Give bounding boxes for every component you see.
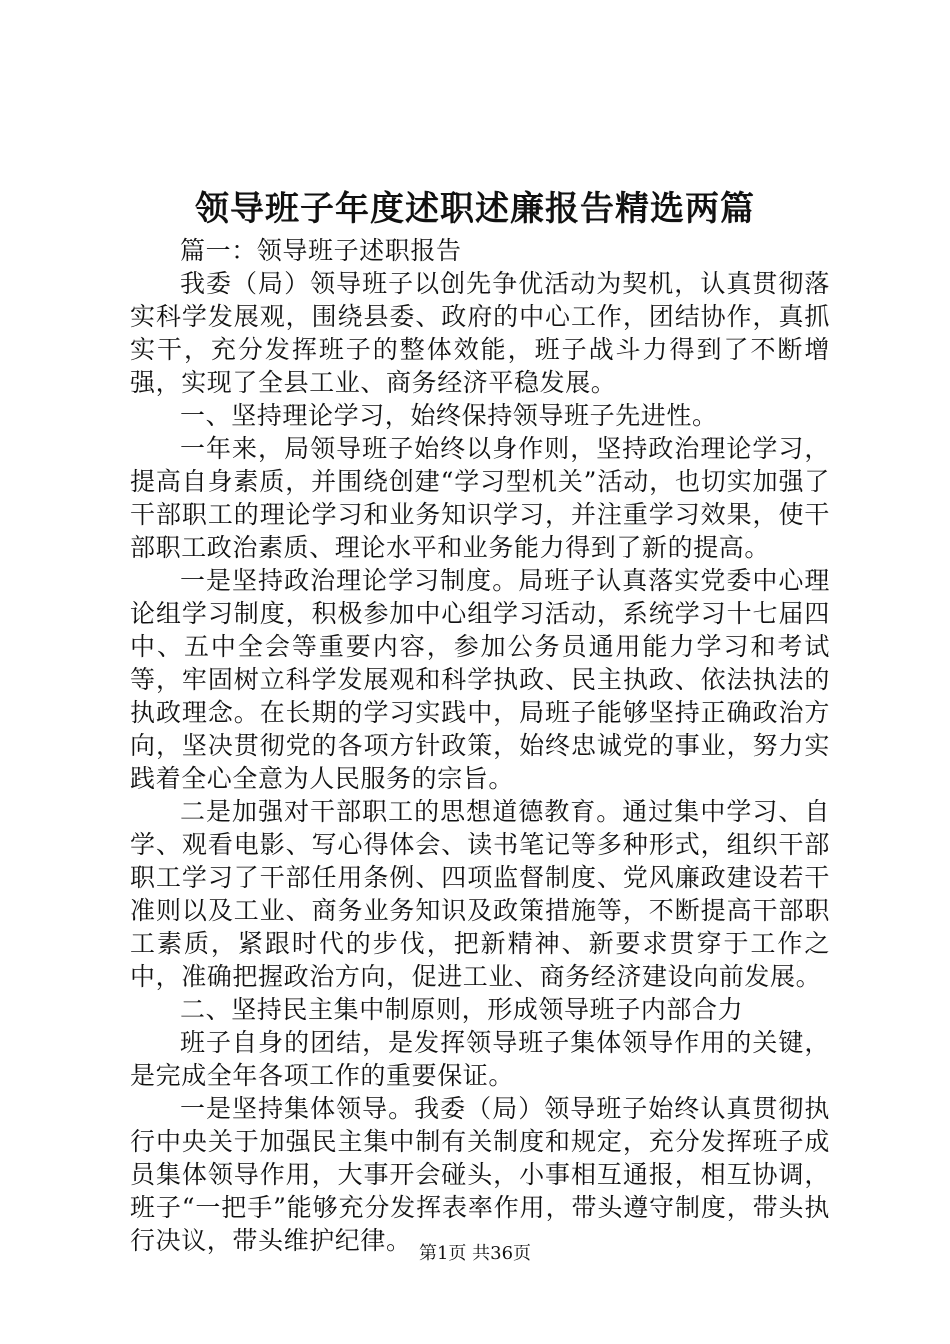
document-body (130, 234, 830, 1257)
body-paragraph: 我委（局）领导班子以创先争优活动为契机，认真贯彻落实科学发展观，围绕县委、政府的中心工作，团结协作，真抓实干，充分发挥班子的整体效能，班子战斗力得到了不断增强，实现了全县工业、商务经济平稳发展。 (130, 269, 830, 397)
document-title: 领导班子年度述职述廉报告精选两篇 (195, 189, 755, 229)
section-heading: 二、坚持民主集中制原则，形成领导班子内部合力 (180, 995, 744, 1024)
body-paragraph: 一是坚持集体领导。我委（局）领导班子始终认真贯彻执行中央关于加强民主集中制有关制度和规定，充分发挥班子成员集体领导作用，大事开会碰头，小事相互通报，相互协调，班子“一把手”能够充分发挥表率作用，带头遵守制度，带头执行决议，带头维护纪律。 (130, 1094, 830, 1255)
section-heading: 一、坚持理论学习，始终保持领导班子先进性。 (180, 401, 718, 430)
body-paragraph: 二是加强对干部职工的思想道德教育。通过集中学习、自学、观看电影、写心得体会、读书笔记等多种形式，组织干部职工学习了干部任用条例、四项监督制度、党风廉政建设若干准则以及工业、商务业务知识及政策措施等，不断提高干部职工素质，紧跟时代的步伐，把新精神、新要求贯穿于工作之中，准确把握政治方向，促进工业、商务经济建设向前发展。 (130, 797, 830, 991)
body-paragraph: 一是坚持政治理论学习制度。局班子认真落实党委中心理论组学习制度，积极参加中心组学习活动，系统学习十七届四中、五中全会等重要内容，参加公务员通用能力学习和考试等，牢固树立科学发展观和科学执政、民主执政、依法执法的执政理念。在长期的学习实践中，局班子能够坚持正确政治方向，坚决贯彻党的各项方针政策，始终忠诚党的事业，努力实践着全心全意为人民服务的宗旨。 (130, 566, 830, 793)
body-paragraph: 一年来，局领导班子始终以身作则，坚持政治理论学习，提高自身素质，并围绕创建“学习型机关”活动，也切实加强了干部职工的理论学习和业务知识学习，并注重学习效果，使干部职工政治素质、理论水平和业务能力得到了新的提高。 (130, 434, 830, 562)
section-heading: 篇一：领导班子述职报告 (180, 236, 462, 265)
body-paragraph: 班子自身的团结，是发挥领导班子集体领导作用的关键，是完成全年各项工作的重要保证。 (130, 1028, 830, 1090)
page-number-footer: 第1页 共36页 (418, 1243, 532, 1264)
